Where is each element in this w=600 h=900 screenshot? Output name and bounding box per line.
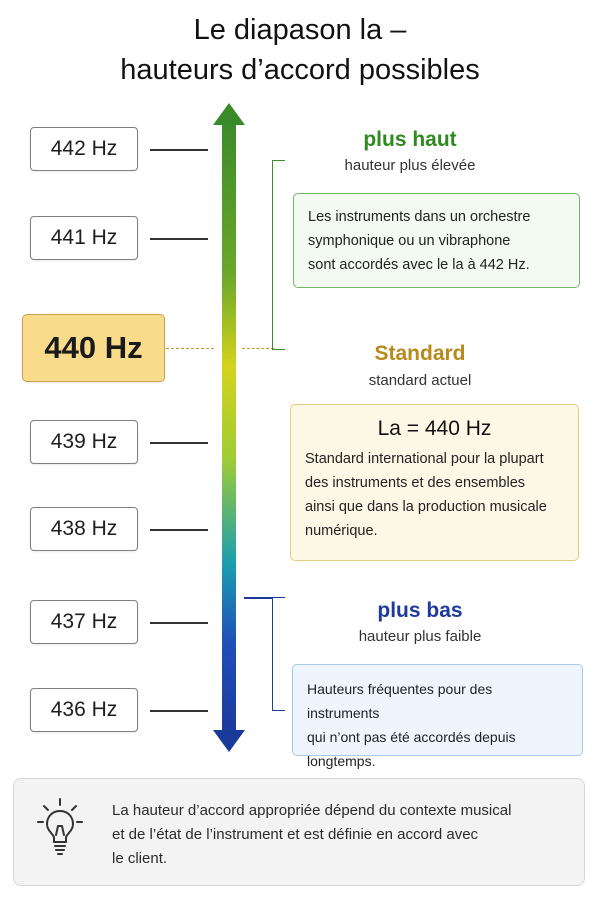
tick-439: [150, 442, 208, 444]
lower-text-line: longtemps.: [307, 753, 376, 769]
frequency-box-442: 442 Hz: [30, 127, 138, 171]
tick-437: [150, 622, 208, 624]
section-subtitle-lower: hauteur plus faible: [358, 628, 482, 645]
note-text-line: et de l’état de l’instrument et est définie en accord avec: [112, 826, 479, 843]
tick-438: [150, 529, 208, 531]
bracket-lower: [272, 597, 285, 711]
arrow-up-icon: [213, 103, 245, 125]
lower-text-line: qui n’ont pas été accordés depuis: [307, 729, 516, 745]
pitch-scale-arrow: [222, 122, 236, 734]
higher-text-line: Les instruments dans un orchestre: [308, 209, 531, 225]
frequency-box-441: 441 Hz: [30, 216, 138, 260]
dashed-connector-440-right: [242, 348, 274, 349]
tick-442: [150, 149, 208, 151]
tick-436: [150, 710, 208, 712]
tick-441: [150, 238, 208, 240]
frequency-box-437: 437 Hz: [30, 600, 138, 644]
standard-text-line: ainsi que dans la production musicale: [305, 499, 547, 515]
note-text-line: La hauteur d’accord appropriée dépend du contexte musical: [112, 802, 512, 819]
higher-text-line: symphonique ou un vibraphone: [308, 233, 511, 249]
bracket-higher: [272, 160, 285, 350]
dashed-connector-440: [166, 348, 214, 349]
standard-text-line: numérique.: [305, 523, 378, 539]
frequency-box-436: 436 Hz: [30, 688, 138, 732]
page-title: [0, 10, 600, 90]
lightbulb-icon: [36, 797, 84, 859]
standard-text-line: des instruments et des ensembles: [305, 475, 526, 491]
connector-lower: [244, 597, 272, 599]
frequency-box-438: 438 Hz: [30, 507, 138, 551]
lower-description-card: [292, 664, 583, 769]
note-text-line: le client.: [112, 850, 168, 867]
section-subtitle-higher: hauteur plus élevée: [344, 157, 476, 174]
arrow-down-icon: [213, 730, 245, 752]
frequency-box-439: 439 Hz: [30, 420, 138, 464]
section-title-lower: plus bas: [377, 599, 463, 622]
standard-text-line: Standard international pour la plupart: [305, 451, 544, 467]
note-text: [112, 799, 562, 871]
section-title-higher: plus haut: [363, 128, 457, 151]
standard-description-card: [290, 404, 579, 561]
title-line-2: hauteurs d’accord possibles: [120, 54, 480, 86]
frequency-box-440-highlighted: 440 Hz: [22, 314, 165, 382]
lower-text-line: Hauteurs fréquentes pour des instruments: [307, 681, 493, 721]
section-title-standard: Standard: [374, 342, 466, 365]
section-subtitle-standard: standard actuel: [368, 372, 472, 389]
higher-description-card: [293, 193, 580, 288]
standard-heading: La = 440 Hz: [377, 417, 492, 440]
higher-text-line: sont accordés avec le la à 442 Hz.: [308, 257, 530, 273]
title-line-1: Le diapason la –: [193, 14, 407, 46]
info-note: [13, 778, 585, 886]
